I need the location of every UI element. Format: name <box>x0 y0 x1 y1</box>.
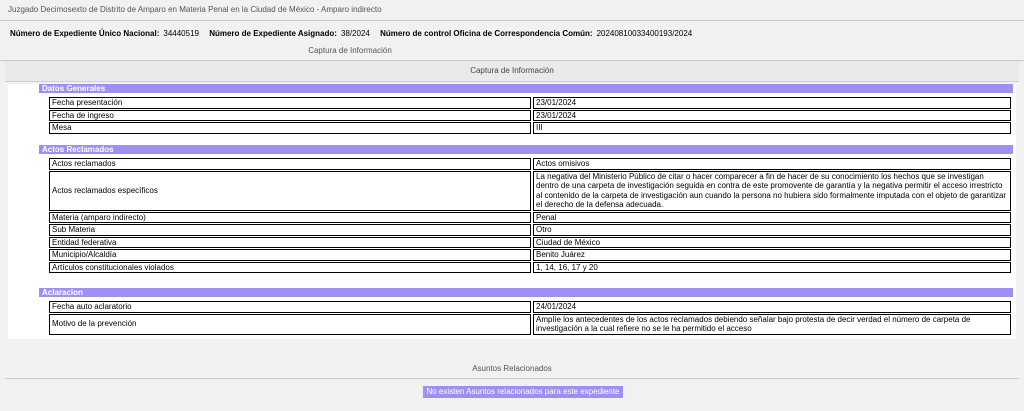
captura-main-heading: Captura de Información <box>5 61 1019 82</box>
row-value: 23/01/2024 <box>533 97 1011 109</box>
nuen-value: 34440519 <box>163 29 199 38</box>
table-row <box>49 301 1011 313</box>
row-value: Actos omisivos <box>533 158 1011 170</box>
section-aclaracion: Aclaracion <box>39 288 1013 297</box>
row-label: Actos reclamados específicos <box>49 171 531 211</box>
section-datos-generales: Datos Generales <box>39 84 1013 93</box>
table-row <box>49 237 1011 249</box>
content-panel <box>8 84 1016 339</box>
row-value: Amplíe los antecedentes de los actos reclamados debiendo señalar bajo protesta de decir verdad el número de carpeta de investigación a la cual refiere no se le ha permitido el acceso <box>533 314 1011 335</box>
table-row <box>49 97 1011 109</box>
row-label: Materia (amparo indirecto) <box>49 212 531 224</box>
row-value: Benito Juárez <box>533 249 1011 261</box>
actos-reclamados-table <box>47 157 1013 274</box>
table-row <box>49 158 1011 170</box>
divider <box>0 20 1024 21</box>
row-label: Sub Materia <box>49 224 531 236</box>
table-row <box>49 224 1011 236</box>
row-label: Actos reclamados <box>49 158 531 170</box>
row-label: Fecha de ingreso <box>49 110 531 122</box>
section-actos-reclamados: Actos Reclamados <box>39 145 1013 154</box>
row-value: 23/01/2024 <box>533 110 1011 122</box>
datos-generales-table <box>47 96 1013 135</box>
table-row <box>49 110 1011 122</box>
row-value: 1, 14, 16, 17 y 20 <box>533 262 1011 274</box>
row-label: Municipio/Alcaldía <box>49 249 531 261</box>
row-label: Fecha auto aclaratorio <box>49 301 531 313</box>
row-value: 24/01/2024 <box>533 301 1011 313</box>
row-value: La negativa del Ministerio Público de citar o hacer comparecer a fin de hacer de su conocimiento los hechos que se investigan dentro de una carpeta de investigación seguida en contra de este promovente de garantía y la negativa permitir el acceso irrestricto al contenido de la carpeta de investigación aun cuando la persona no hubiera sido formalmente imputada con el objeto de garantizar el derecho de la defensa adecuada. <box>533 171 1011 211</box>
row-label: Motivo de la prevención <box>49 314 531 335</box>
nuen-label: Número de Expediente Único Nacional: <box>10 29 160 38</box>
table-row <box>49 122 1011 134</box>
table-row <box>49 249 1011 261</box>
row-value: Penal <box>533 212 1011 224</box>
control-value: 20240810033400193/2024 <box>596 29 693 38</box>
control-label: Número de control Oficina de Correspondencia Común: <box>380 29 593 38</box>
court-title: Juzgado Decimosexto de Distrito de Amparo en Materia Penal en la Ciudad de México - Amparo indirecto <box>8 5 382 14</box>
aclaracion-table <box>47 300 1013 336</box>
row-label: Entidad federativa <box>49 237 531 249</box>
no-related-message: No existen Asuntos relacionados para este expediente <box>423 386 623 398</box>
table-row <box>49 262 1011 274</box>
asuntos-relacionados-heading: Asuntos Relacionados <box>472 364 552 373</box>
row-value: III <box>533 122 1011 134</box>
table-row <box>49 212 1011 224</box>
table-row <box>49 171 1011 211</box>
captura-small-heading: Captura de Información <box>308 46 392 55</box>
row-value: Ciudad de México <box>533 237 1011 249</box>
asignado-value: 38/2024 <box>340 29 370 38</box>
table-row <box>49 314 1011 335</box>
row-label: Artículos constitucionales violados <box>49 262 531 274</box>
row-label: Fecha presentación <box>49 97 531 109</box>
row-label: Mesa <box>49 122 531 134</box>
row-value: Otro <box>533 224 1011 236</box>
asignado-label: Número de Expediente Asignado: <box>209 29 337 38</box>
divider <box>5 378 1019 379</box>
expediente-info <box>10 29 700 38</box>
